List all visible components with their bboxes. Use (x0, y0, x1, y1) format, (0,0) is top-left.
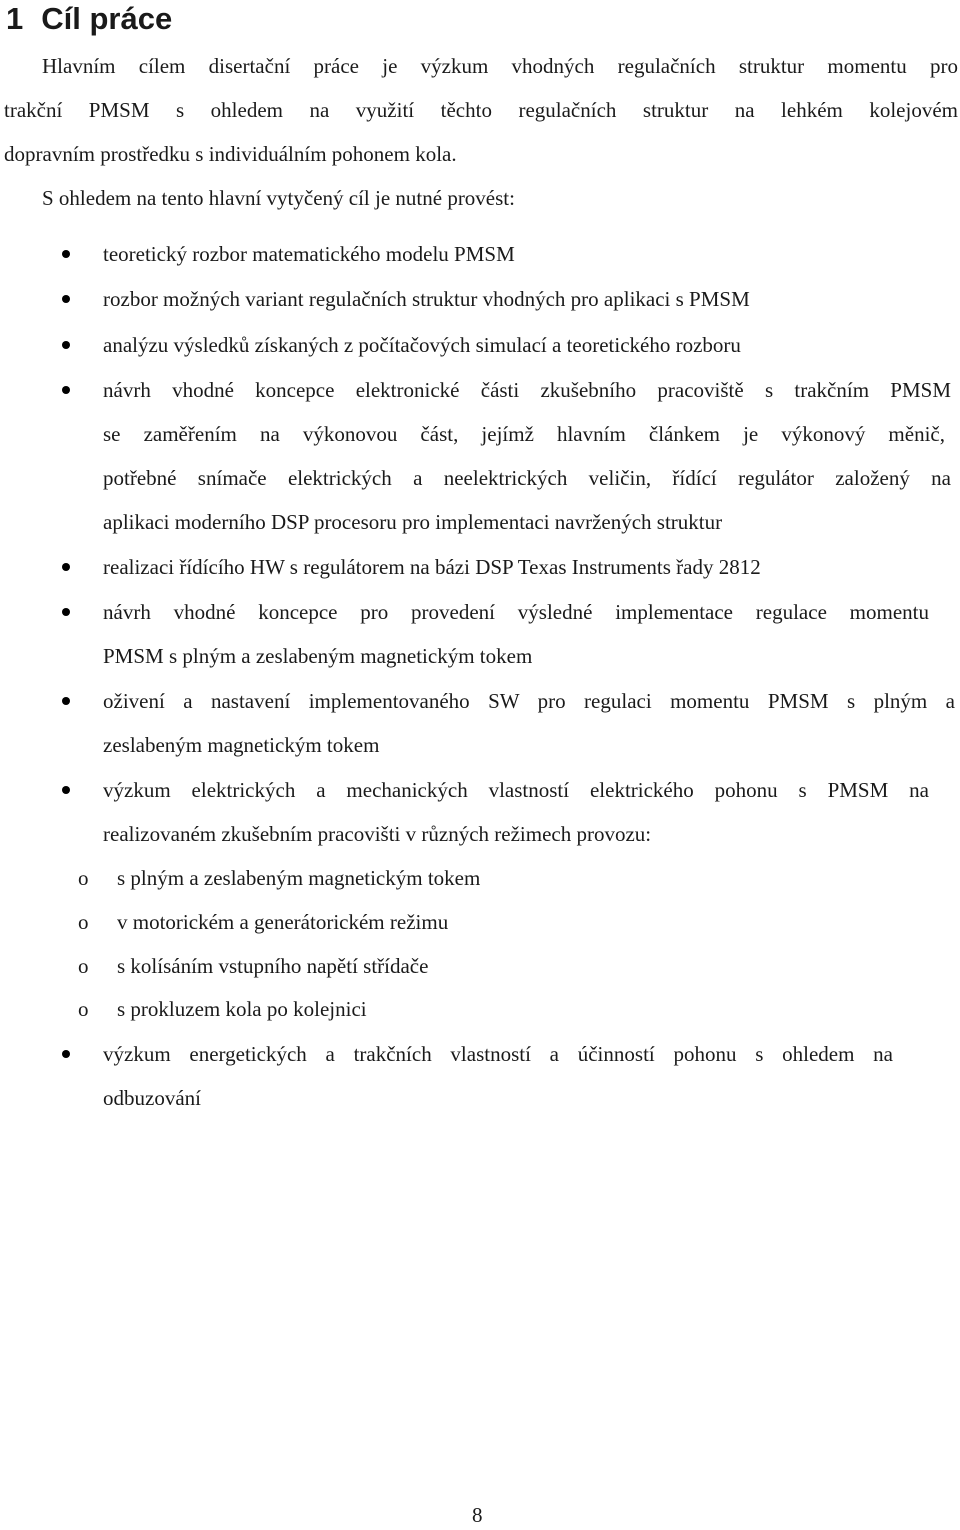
list-item-text: výzkum energetických a trakčních vlastností a účinností pohonu s ohledem na (103, 1042, 893, 1066)
list-item-text: realizovaném zkušebním pracovišti v různých režimech provozu: (103, 822, 652, 846)
sub-list-item-text: s prokluzem kola po kolejnici (117, 997, 367, 1021)
list-item-text: analýzu výsledků získaných z počítačových simulací a teoretického rozboru (103, 333, 741, 357)
list-item-text: návrh vhodné koncepce elektronické části zkušebního pracoviště s trakčním PMSM (103, 378, 951, 402)
bullet-icon (62, 608, 70, 616)
intro-line-1: Hlavním cílem disertační práce je výzkum vhodných regulačních struktur momentu pro (42, 54, 958, 78)
circle-bullet-icon: o (78, 910, 89, 934)
list-item-text: zeslabeným magnetickým tokem (103, 733, 380, 757)
intro-line-2: trakční PMSM s ohledem na využití těchto regulačních struktur na lehkém kolejovém (4, 98, 958, 122)
section-title: Cíl práce (41, 1, 173, 36)
list-item-text: rozbor možných variant regulačních struktur vhodných pro aplikaci s PMSM (103, 287, 750, 311)
lead-sentence: S ohledem na tento hlavní vytyčený cíl je nutné provést: (42, 186, 515, 210)
bullet-icon (62, 563, 70, 571)
list-item-text: oživení a nastavení implementovaného SW pro regulaci momentu PMSM s plným a (103, 689, 955, 713)
list-item-text: realizaci řídícího HW s regulátorem na bázi DSP Texas Instruments řady 2812 (103, 555, 761, 579)
list-item-text: se zaměřením na výkonovou část, jejímž hlavním článkem je výkonový měnič, (103, 422, 945, 446)
list-item-text: návrh vhodné koncepce pro provedení výsledné implementace regulace momentu (103, 600, 929, 624)
circle-bullet-icon: o (78, 997, 89, 1021)
bullet-icon (62, 1050, 70, 1058)
list-item-text: potřebné snímače elektrických a neelektrických veličin, řídící regulátor založený na (103, 466, 951, 490)
circle-bullet-icon: o (78, 954, 89, 978)
page-number: 8 (472, 1503, 483, 1527)
circle-bullet-icon: o (78, 866, 89, 890)
list-item-text: výzkum elektrických a mechanických vlastností elektrického pohonu s PMSM na (103, 778, 929, 802)
sub-list-item-text: s kolísáním vstupního napětí střídače (117, 954, 429, 978)
sub-list-item-text: s plným a zeslabeným magnetickým tokem (117, 866, 481, 890)
list-item-text: aplikaci moderního DSP procesoru pro implementaci navržených struktur (103, 510, 723, 534)
section-heading (6, 0, 172, 38)
bullet-icon (62, 341, 70, 349)
bullet-icon (62, 250, 70, 258)
intro-line-3: dopravním prostředku s individuálním pohonem kola. (4, 142, 457, 166)
section-number: 1 (6, 1, 24, 36)
bullet-icon (62, 386, 70, 394)
bullet-icon (62, 786, 70, 794)
bullet-icon (62, 697, 70, 705)
bullet-icon (62, 295, 70, 303)
sub-list-item-text: v motorickém a generátorickém režimu (117, 910, 449, 934)
list-item-text: odbuzování (103, 1086, 201, 1110)
list-item-text: teoretický rozbor matematického modelu PMSM (103, 242, 515, 266)
list-item-text: PMSM s plným a zeslabeným magnetickým tokem (103, 644, 533, 668)
